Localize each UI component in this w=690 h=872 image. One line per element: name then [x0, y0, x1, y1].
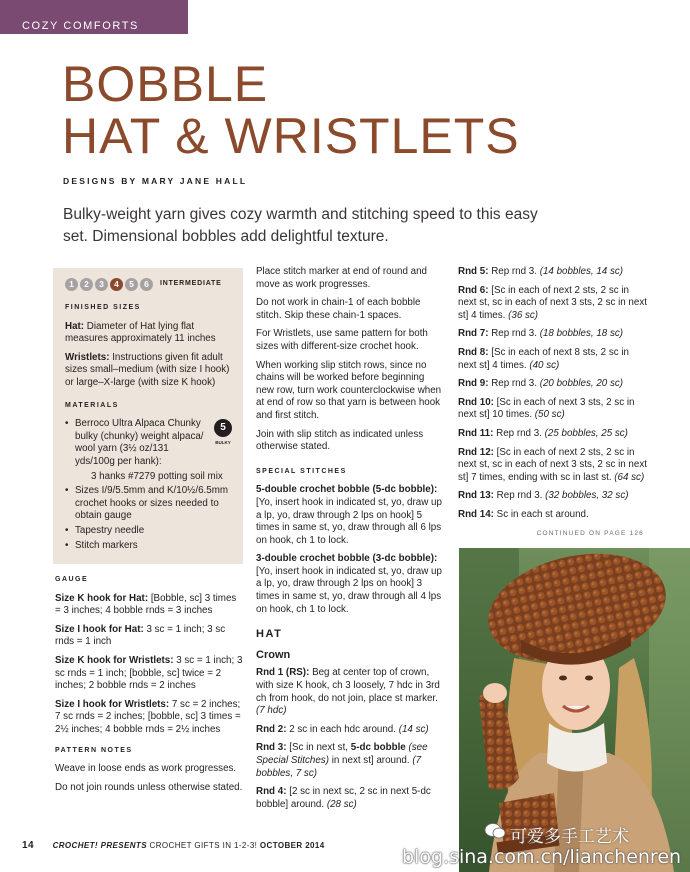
round — [458, 490, 648, 503]
round-stitch: 5-dc bobble — [350, 742, 406, 754]
round — [256, 724, 444, 737]
hat-size-text: Diameter of Hat lying flat measures approximately 11 inches — [65, 320, 216, 345]
round — [256, 786, 444, 811]
chat-bubble-icon — [484, 822, 506, 840]
wristlet-size — [65, 352, 232, 390]
skill-level — [65, 278, 232, 291]
round-count: (40 sc) — [529, 359, 560, 371]
skill-dot-selected: 4 — [110, 278, 123, 291]
continued-link[interactable]: CONTINUED ON PAGE 126 — [536, 529, 644, 537]
pattern-note: When working slip stitch rows, since no chains will be worked before beginning new row, turn work counterclockwise when at end of row so that yarn is between hook and first stitch. — [256, 359, 442, 421]
round — [256, 742, 444, 780]
round-text: [Sc in next st, — [289, 742, 349, 754]
gauge-label: Size I hook for Wristlets: — [55, 698, 170, 710]
section-tab — [0, 0, 188, 34]
round-label: Rnd 11: — [458, 427, 494, 439]
round — [256, 667, 444, 717]
pattern-note: Place stitch marker at end of round and move as work progresses. — [256, 266, 427, 290]
round-count: (14 sc) — [398, 723, 429, 735]
gauge-label: Size K hook for Wristlets: — [55, 655, 174, 667]
material-item: • Sizes I/9/5.5mm and K/10½/6.5mm crochet hooks or sizes needed to obtain gauge — [65, 485, 232, 523]
pattern-note: Join with slip stitch as indicated unless otherwise stated. — [256, 428, 424, 453]
info-panel — [53, 268, 243, 564]
materials-list — [65, 418, 232, 552]
section-label: COZY COMFORTS — [22, 20, 139, 32]
round-label: Rnd 4: — [256, 786, 287, 798]
skill-dot: 2 — [80, 278, 93, 291]
round-label: Rnd 7: — [458, 328, 489, 340]
column-2 — [256, 266, 444, 817]
materials-heading: MATERIALS — [65, 401, 119, 409]
stitch-text: [Yo, insert hook in indicated st, yo, draw up a lp, yo, draw through 2 lps on hook] 5 times in same st, yo, draw through all 6 lps on hook, ch 1 to lock. — [256, 496, 442, 546]
watermark-url: blog.sina.com.cn/lianchenren — [402, 846, 682, 868]
round-label: Rnd 10: — [458, 396, 494, 408]
gauge-heading: GAUGE — [55, 576, 89, 584]
round-count: (7 bobbles, 7 sc) — [256, 755, 422, 779]
round — [458, 378, 648, 391]
gauge-text: 7 sc = 2 inches; 7 sc rnds = 2 inches; [bobble, sc] 3 times = 2½ inches; 4 bobble rnds = 2½ inches — [55, 698, 241, 736]
round-count: (18 bobbles, 18 sc) — [539, 328, 624, 340]
round-text: [Sc in each of next 2 sts, 2 sc in next st, sc in each of next 3 sts, 2 sc in next st] 4 times. — [458, 284, 647, 321]
round-count: (36 sc) — [508, 309, 539, 321]
stitch-name: 5-double crochet bobble (5-dc bobble): — [256, 484, 438, 496]
round-label: Rnd 2: — [256, 723, 287, 735]
round-label: Rnd 8: — [458, 346, 489, 358]
intro-text: Bulky-weight yarn gives cozy warmth and stitching speed to this easy set. Dimensional bobbles add delightful texture. — [63, 206, 538, 245]
round-text: Rep rnd 3. — [491, 266, 537, 277]
round-text: [Sc in each of next 3 sts, 2 sc in next st] 10 times. — [458, 396, 635, 421]
hat-heading: HAT — [256, 628, 283, 641]
round — [458, 328, 648, 341]
issue-date: OCTOBER 2014 — [259, 841, 325, 850]
round-label: Rnd 13: — [458, 490, 494, 502]
title-line-2: HAT & WRISTLETS — [62, 108, 520, 164]
pattern-note: Do not work in chain-1 of each bobble stitch. Skip these chain-1 spaces. — [256, 297, 421, 321]
round — [458, 447, 648, 485]
round-text: Rep rnd 3. — [491, 328, 537, 340]
round-text: in next st] around. — [331, 755, 410, 766]
yarn-weight-number: 5 — [214, 419, 232, 437]
round-label: Rnd 6: — [458, 284, 489, 296]
yarn-weight-label: BULKY — [215, 440, 231, 446]
gauge-label: Size K hook for Hat: — [55, 592, 149, 604]
round-label: Rnd 14: — [458, 508, 494, 520]
material-item: • Stitch markers — [65, 540, 232, 553]
stitch-name: 3-double crochet bobble (3-dc bobble): — [256, 553, 438, 565]
round-text: [2 sc in next sc, 2 sc in next 5-dc bobble] around. — [256, 786, 431, 810]
gauge-section — [53, 574, 243, 794]
round-count: (20 bobbles, 20 sc) — [539, 378, 624, 390]
finished-sizes-heading: FINISHED SIZES — [65, 304, 141, 311]
page-number: 14 — [22, 840, 34, 851]
gauge-label: Size I hook for Hat: — [55, 623, 144, 635]
title-line-1: BOBBLE — [62, 56, 269, 112]
page-title — [62, 58, 622, 162]
round-label: Rnd 3: — [256, 742, 287, 754]
round-label: Rnd 1 (RS): — [256, 667, 310, 679]
pattern-note: Do not join rounds unless otherwise stated. — [55, 781, 243, 793]
round-text: Beg at center top of crown, with size K hook, ch 3 loosely, 7 hdc in 3rd ch from hook, do not join, place st marker. — [256, 667, 440, 704]
column-1 — [53, 268, 243, 800]
column-3 — [458, 266, 648, 540]
round-text: Sc in each st around. — [496, 508, 589, 520]
round-label: Rnd 5: — [458, 266, 489, 277]
skill-label: INTERMEDIATE — [160, 280, 222, 288]
byline: DESIGNS BY MARY JANE HALL — [63, 176, 248, 186]
hat-size — [65, 321, 232, 346]
gauge-entry — [55, 655, 243, 693]
round-text: [Sc in each of next 2 sts, 2 sc in next st, sc in each of next 3 sts, 2 sc in next st] 7 times, ending with sc in last st. — [458, 446, 647, 483]
round — [458, 347, 648, 372]
round-count: (25 bobbles, 25 sc) — [544, 427, 628, 439]
gauge-entry — [55, 699, 243, 737]
skill-dot: 5 — [125, 278, 138, 291]
round — [458, 285, 648, 323]
round-count: (7 hdc) — [256, 705, 287, 717]
special-stitch — [256, 553, 444, 616]
round-label: Rnd 9: — [458, 378, 489, 390]
round-count: (14 bobbles, 14 sc) — [539, 266, 624, 277]
material-item: • Tapestry needle — [65, 525, 232, 538]
round — [458, 509, 648, 522]
round-count: (64 sc) — [614, 471, 645, 483]
skill-dot: 3 — [95, 278, 108, 291]
special-stitch — [256, 484, 444, 547]
watermark-text: 可爱多手工艺术 — [510, 827, 629, 847]
round-text: Rep rnd 3. — [491, 378, 537, 390]
hat-size-label: Hat: — [65, 320, 85, 332]
round-count: (28 sc) — [326, 798, 357, 810]
pattern-notes-heading: PATTERN NOTES — [55, 746, 133, 754]
skill-dot: 1 — [65, 278, 78, 291]
round-note: (see Special Stitches) — [256, 742, 428, 766]
round — [458, 266, 648, 279]
round-text: [Sc in each of next 8 sts, 2 sc in next st] 4 times. — [458, 346, 629, 371]
gauge-text: 3 sc = 1 inch; 3 sc rnds = 1 inch; [bobble, sc] twice = 2 inches; 2 bobble rnds = 2 inches — [55, 655, 243, 692]
publication-name: CROCHET! PRESENTS — [52, 841, 147, 850]
round-count: (32 bobbles, 32 sc) — [545, 490, 629, 502]
material-item: • Berroco Ultra Alpaca Chunky bulky (chunky) weight alpaca/ wool yarn (3½ oz/131 yds/100g per hank): — [65, 418, 232, 468]
round-text: Rep rnd 3. — [496, 427, 542, 439]
round-text: 2 sc in each hdc around. — [289, 723, 396, 735]
round-label: Rnd 12: — [458, 446, 494, 458]
gauge-text: [Bobble, sc] 3 times = 3 inches; 4 bobble rnds = 3 inches — [55, 592, 237, 617]
crown-heading: Crown — [256, 648, 291, 661]
pattern-note: Weave in loose ends as work progresses. — [55, 763, 237, 775]
publication-title: CROCHET GIFTS IN 1-2-3! — [146, 841, 260, 850]
wristlet-size-label: Wristlets: — [65, 351, 110, 363]
gauge-text: 3 sc = 1 inch; 3 sc rnds = 1 inch — [55, 623, 226, 648]
gauge-entry — [55, 593, 243, 618]
round — [458, 428, 648, 441]
pattern-note: For Wristlets, use same pattern for both sizes with different-size crochet hook. — [256, 328, 428, 352]
page-footer — [22, 840, 325, 851]
stitch-text: [Yo, insert hook in indicated st, yo, draw up a lp, yo, draw through 2 lps on hook] 3 times in same st, yo, draw through all 4 lps on hook, ch 1 to lock. — [256, 565, 442, 615]
skill-dot: 6 — [140, 278, 153, 291]
wristlet-size-text: Instructions given fit adult sizes small–medium (with size I hook) or large–X-large (with size K hook) — [65, 351, 230, 388]
gauge-entry — [55, 624, 243, 649]
round-count: (50 sc) — [534, 409, 565, 421]
material-item: 3 hanks #7279 potting soil mix — [91, 470, 223, 482]
round-text: Rep rnd 3. — [496, 490, 543, 502]
special-stitches-heading: SPECIAL STITCHES — [256, 467, 347, 475]
round — [458, 397, 648, 422]
